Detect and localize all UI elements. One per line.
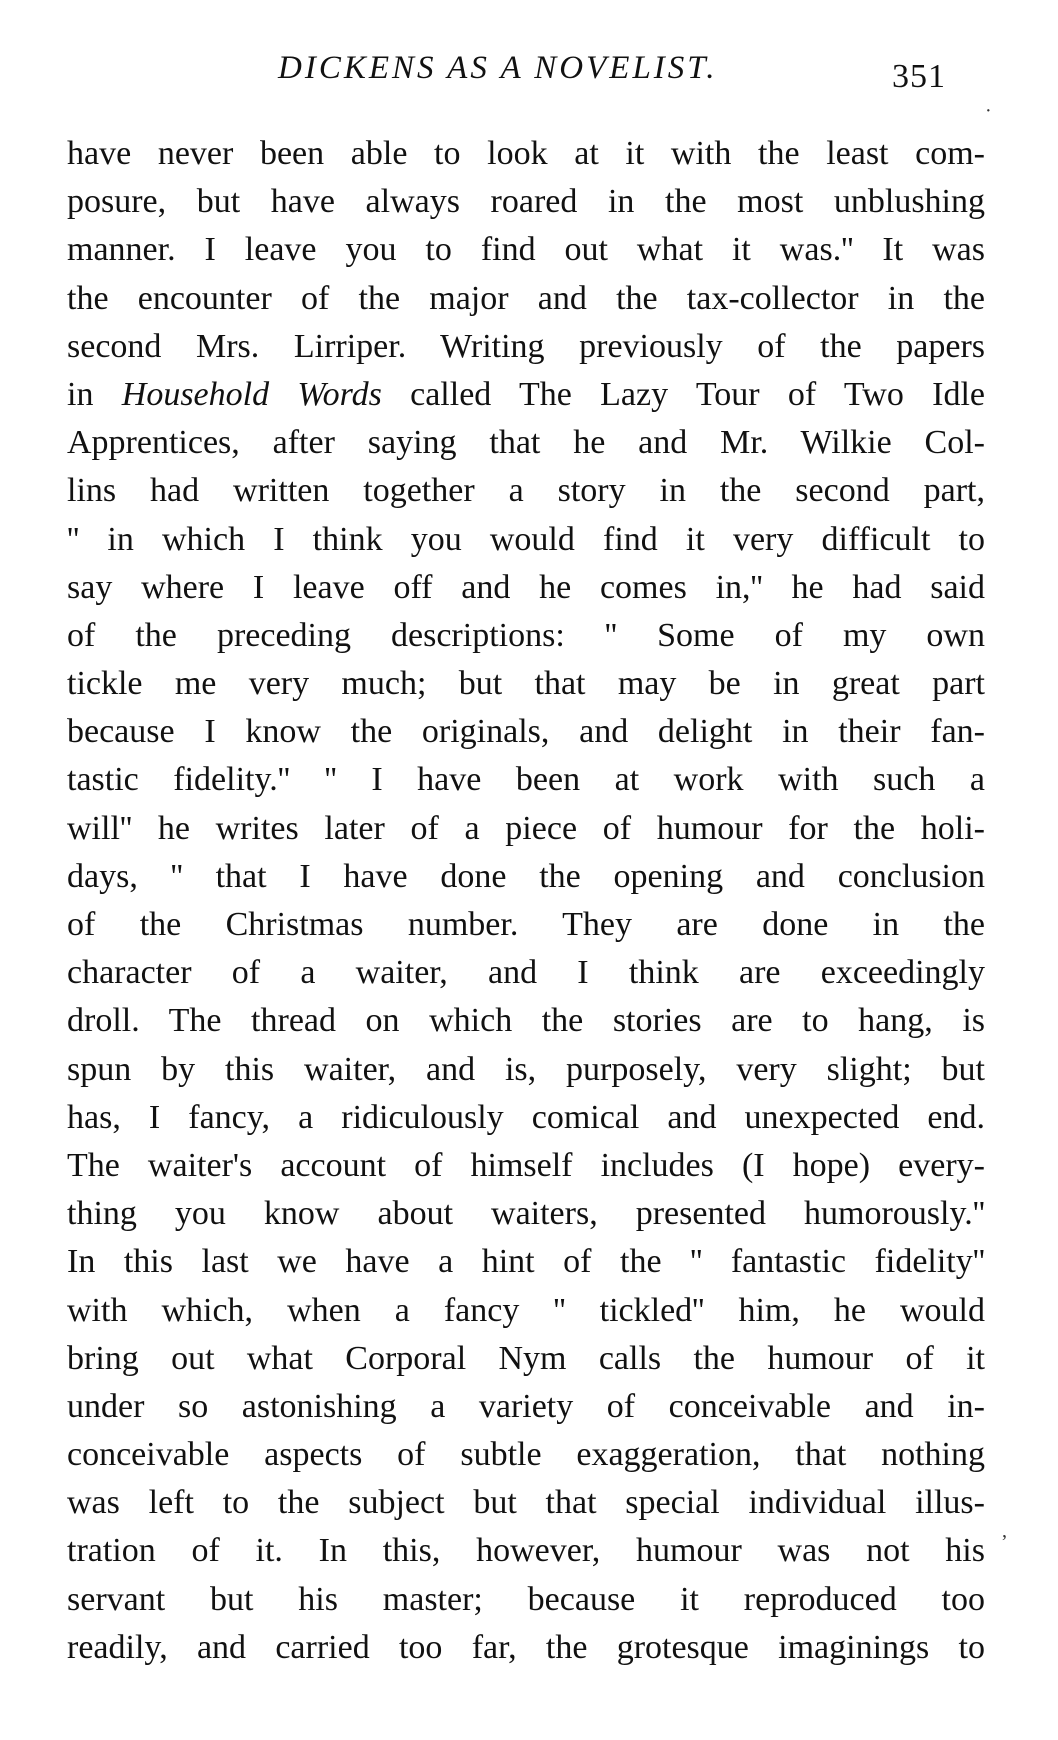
- text-line: servant but his master; because it reproduced too: [67, 1580, 985, 1618]
- text-line: '' in which I think you would find it very difficult to: [67, 520, 985, 558]
- text-line: in Household Words called The Lazy Tour of Two Idle: [67, 375, 985, 413]
- text-line: spun by this waiter, and is, purposely, very slight; but: [67, 1050, 985, 1088]
- text-line: The waiter's account of himself includes (I hope) every-: [67, 1146, 985, 1184]
- text-line: droll. The thread on which the stories are to hang, is: [67, 1002, 985, 1040]
- print-speck: ,: [1002, 1520, 1007, 1542]
- text-line: say where I leave off and he comes in,'' he had said: [67, 568, 985, 606]
- text-line: because I know the originals, and delight in their fan-: [67, 713, 985, 751]
- text-line: have never been able to look at it with the least com-: [67, 135, 985, 172]
- running-head: [0, 46, 1058, 96]
- text-line: of the Christmas number. They are done in the: [67, 906, 985, 943]
- text-line: tration of it. In this, however, humour was not his: [67, 1532, 985, 1570]
- page-number: 351: [892, 58, 946, 95]
- text-line: bring out what Corporal Nym calls the humour of it: [67, 1339, 985, 1377]
- text-line: conceivable aspects of subtle exaggeration, that nothing: [67, 1436, 985, 1474]
- text-line: days, '' that I have done the opening and conclusion: [67, 857, 985, 895]
- text-line: In this last we have a hint of the '' fantastic fidelity'': [67, 1243, 985, 1281]
- text-line: readily, and carried too far, the grotesque imaginings to: [67, 1628, 985, 1666]
- text-line: will'' he writes later of a piece of humour for the holi-: [67, 809, 985, 847]
- text-line: of the preceding descriptions: '' Some of my own: [67, 616, 985, 654]
- italic-title: Household Words: [121, 375, 382, 413]
- text-line: the encounter of the major and the tax-collector in the: [67, 279, 985, 317]
- text-line: was left to the subject but that special individual illus-: [67, 1484, 985, 1522]
- text-line: under so astonishing a variety of conceivable and in-: [67, 1387, 985, 1425]
- text-line: lins had written together a story in the second part,: [67, 472, 985, 510]
- running-title: DICKENS AS A NOVELIST.: [278, 50, 718, 86]
- text-line: thing you know about waiters, presented humorously.'': [67, 1195, 985, 1233]
- text-line: second Mrs. Lirriper. Writing previously of the papers: [67, 327, 985, 365]
- print-speck: ·: [985, 100, 992, 122]
- text-line: with which, when a fancy '' tickled'' him, he would: [67, 1291, 985, 1329]
- text-line: character of a waiter, and I think are exceedingly: [67, 954, 985, 992]
- text-line: manner. I leave you to find out what it was.'' It was: [67, 231, 985, 269]
- text-line: posure, but have always roared in the most unblushing: [67, 183, 985, 221]
- text-line: has, I fancy, a ridiculously comical and unexpected end.: [67, 1098, 985, 1136]
- text-line: tastic fidelity.'' '' I have been at work with such a: [67, 761, 985, 799]
- text-line: Apprentices, after saying that he and Mr. Wilkie Col-: [67, 424, 985, 462]
- text-line: tickle me very much; but that may be in great part: [67, 665, 985, 703]
- body-text: [67, 130, 985, 1672]
